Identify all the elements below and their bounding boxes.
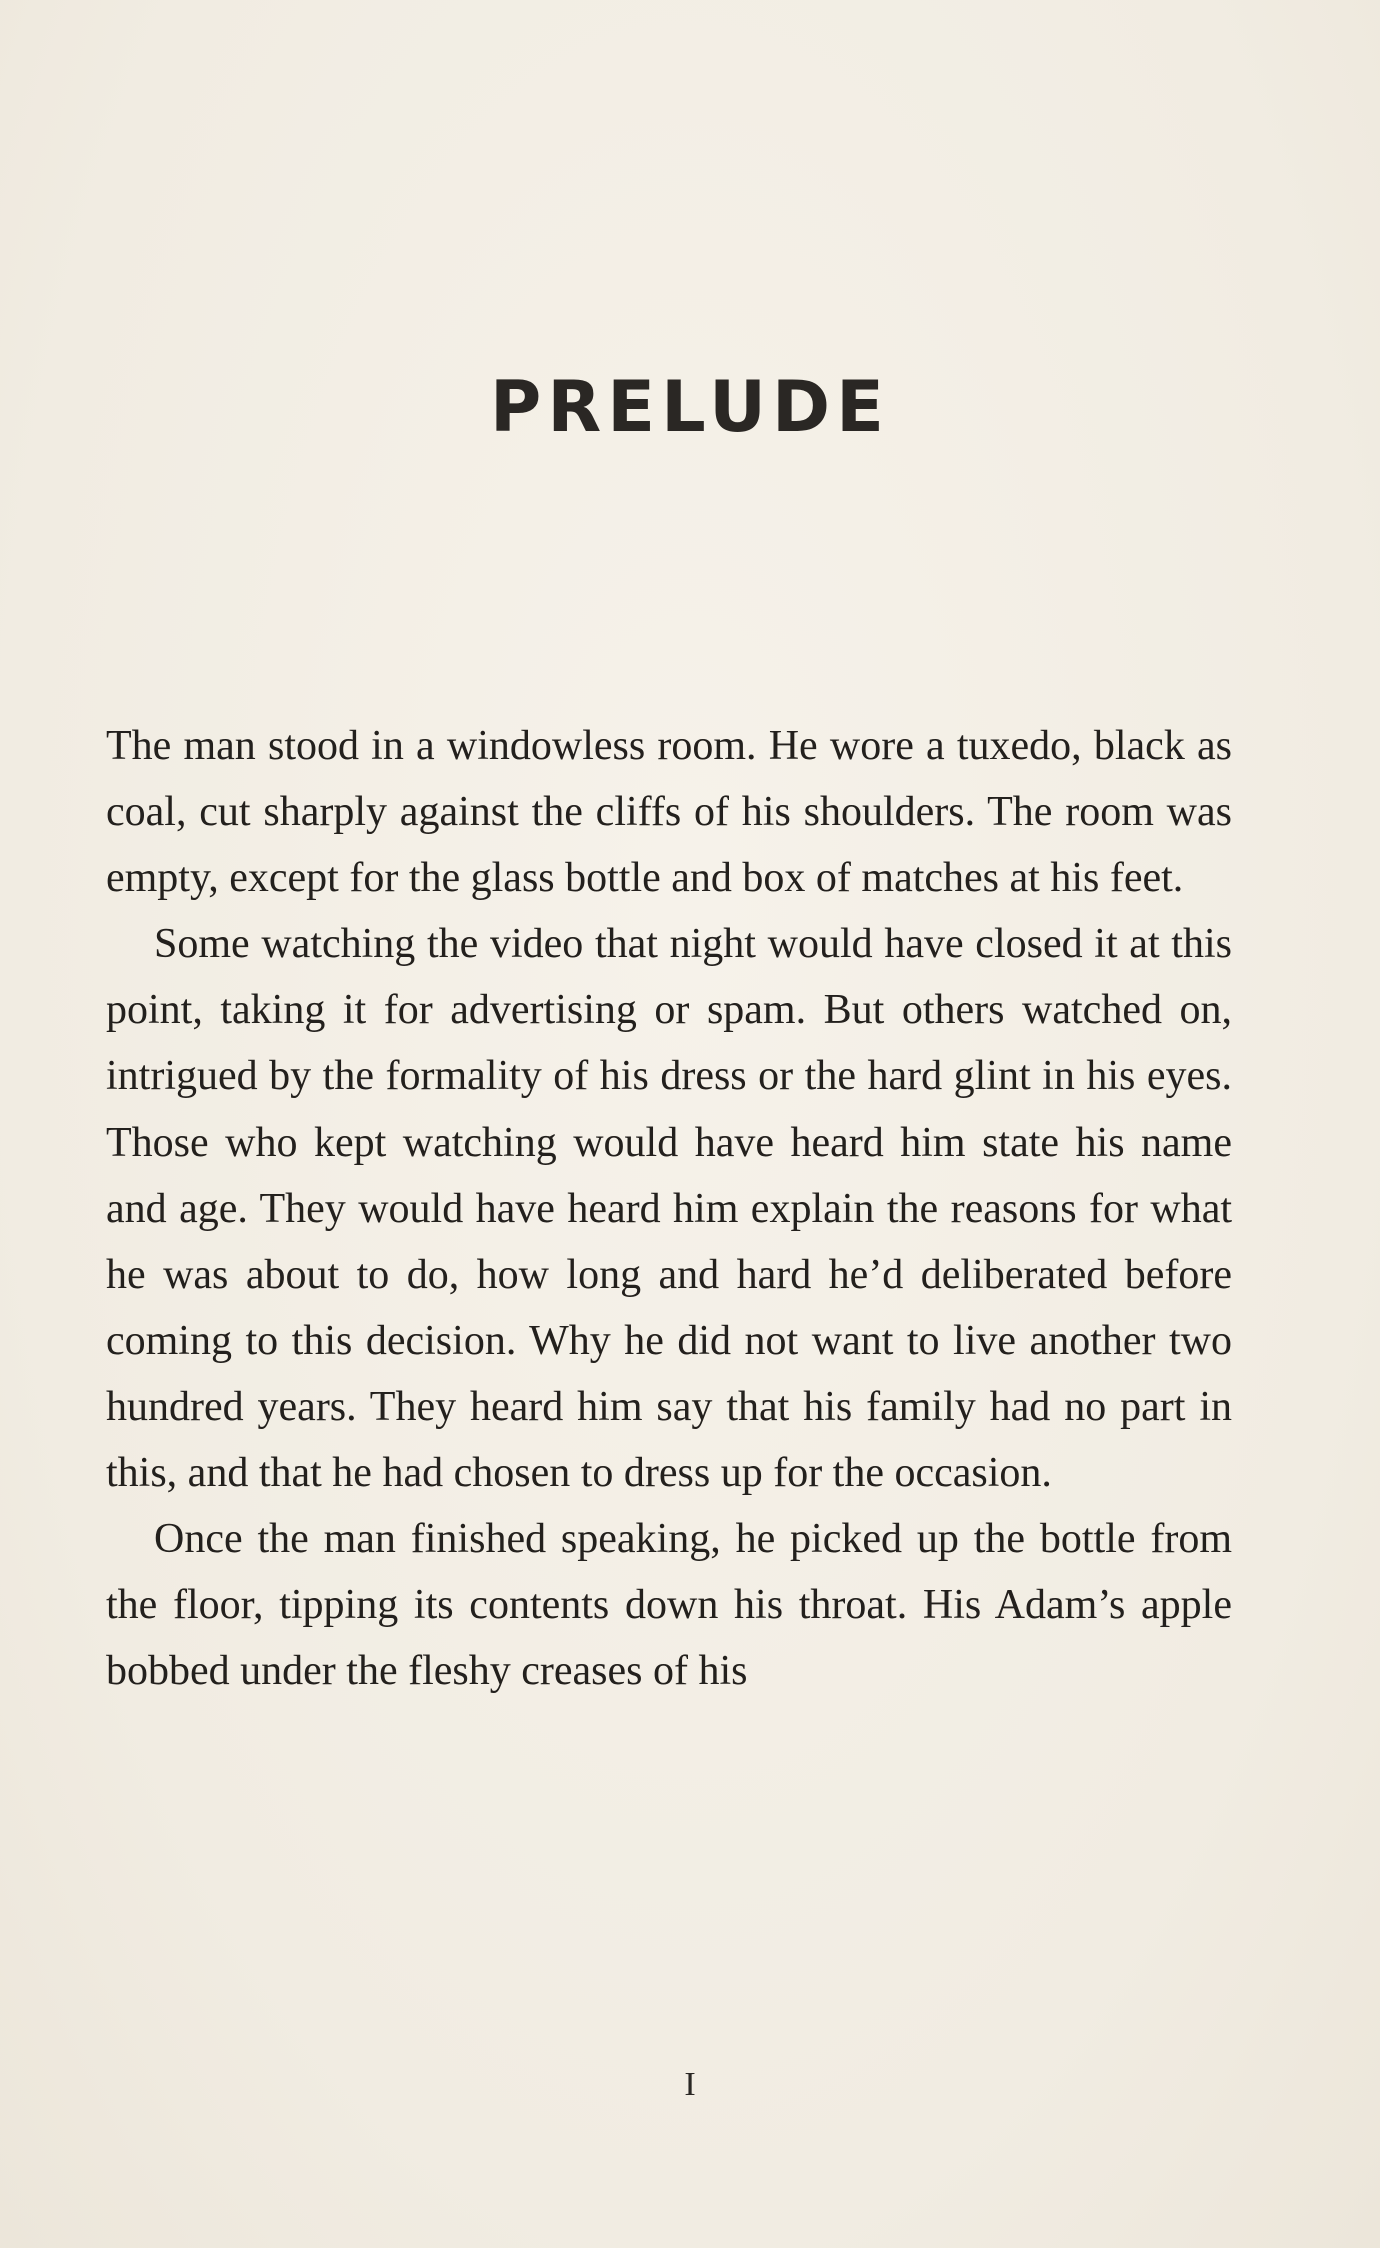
paragraph: The man stood in a windowless room. He wore a tuxedo, black as coal, cut sharply against the cliffs of his shoulders. The room was empty, except for the glass bottle and box of matches at his feet. bbox=[106, 723, 1232, 902]
page-number: I bbox=[684, 2066, 696, 2103]
paragraph: Some watching the video that night would have closed it at this point, taking it for advertising or spam. But others watched on, intrigued by the formality of his dress or the hard glint in his eyes. Those who kept watching would have heard him state his name and age. They would have heard him explain the reasons for what he was about to do, how long and hard he’d deliberated before coming to this decision. Why he did not want to live another two hundred years. They heard him say that his family had no part in this, and that he had chosen to dress up for the occasion. bbox=[106, 921, 1232, 1497]
paragraph: Once the man finished speaking, he picked up the bottle from the floor, tipping its contents down his throat. His Adam’s apple bobbed under the fleshy creases of his bbox=[106, 1516, 1232, 1695]
chapter-title: PRELUDE bbox=[490, 366, 890, 448]
body-text bbox=[106, 713, 1232, 1704]
